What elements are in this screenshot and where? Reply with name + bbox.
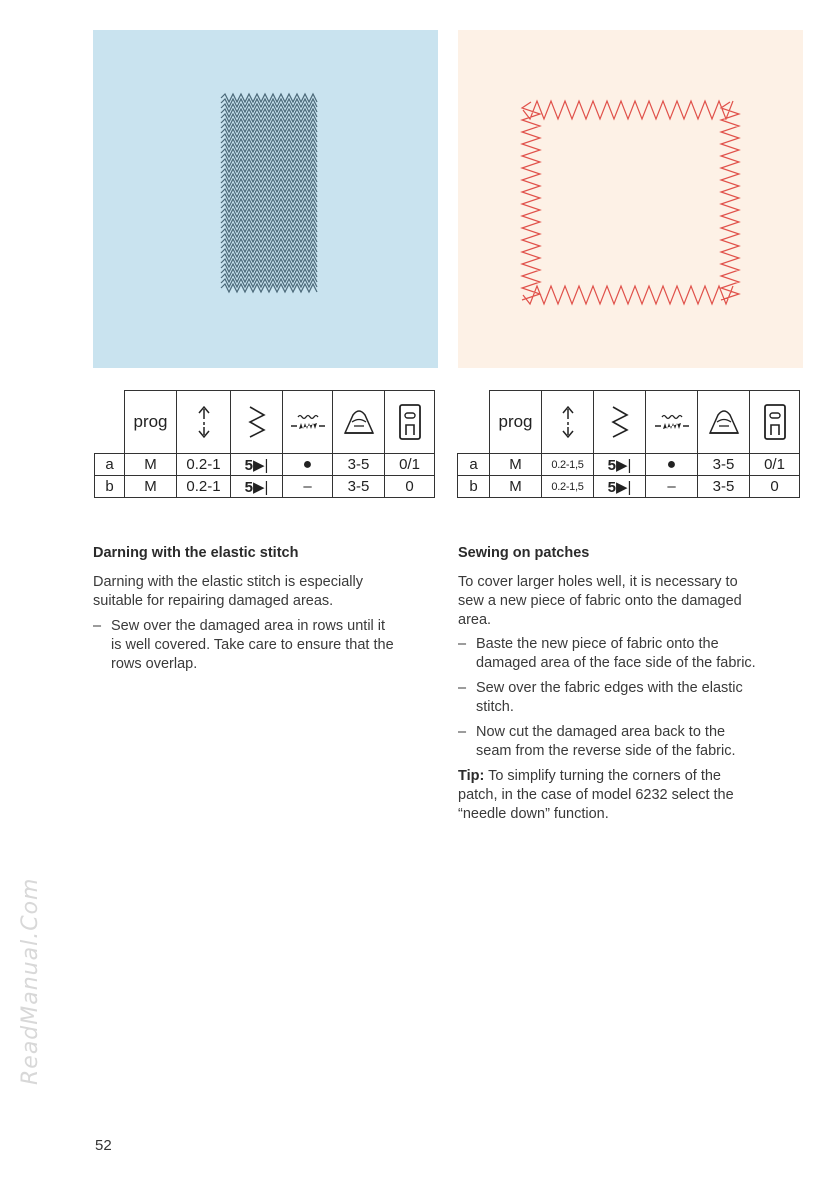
patches-intro-line-2: sew a new piece of fabric onto the damaged [458, 593, 742, 609]
stitch-length-icon [542, 391, 594, 454]
patches-intro-line-3: area. [458, 612, 492, 628]
watermark: ReadManual.Com [18, 877, 43, 1085]
page-number: 52 [95, 1137, 112, 1154]
tip-label: Tip: [458, 768, 485, 784]
table-row: b M 0.2-1,5 5▶︎| – 3-5 0 [458, 476, 800, 498]
list-dash: – [458, 636, 467, 652]
presser-foot-icon [750, 391, 800, 454]
table-row: a M 0.2-1 5▶︎| ● 3-5 0/1 [95, 454, 435, 476]
stitch-settings-table-left [94, 390, 435, 498]
section-heading-patches: Sewing on patches [458, 545, 590, 561]
table-row: b M 0.2-1 5▶︎| – 3-5 0 [95, 476, 435, 498]
stitch-settings-table-right [457, 390, 800, 498]
patch-stitch-photo [458, 30, 803, 368]
list-dash: – [458, 724, 467, 740]
thread-tension-icon [333, 391, 385, 454]
play-pause-icon: ▶︎| [252, 456, 269, 474]
thread-tension-icon [698, 391, 750, 454]
table-row: a M 0.2-1,5 5▶︎| ● 3-5 0/1 [458, 454, 800, 476]
feed-dog-icon [283, 391, 333, 454]
feed-dog-icon [646, 391, 698, 454]
play-pause-icon: ▶︎| [252, 478, 269, 496]
play-pause-icon: ▶︎| [615, 478, 632, 496]
patches-intro-line-1: To cover larger holes well, it is necessary to [458, 574, 738, 590]
darning-intro-line-1: Darning with the elastic stitch is especially [93, 574, 363, 590]
stitch-width-icon [594, 391, 646, 454]
stitch-width-icon [231, 391, 283, 454]
darning-intro-line-2: suitable for repairing damaged areas. [93, 593, 334, 609]
darning-stitch-illustration [93, 30, 438, 368]
darning-stitch-photo [93, 30, 438, 368]
presser-foot-icon [385, 391, 435, 454]
list-dash: – [458, 680, 467, 696]
program-header: prog [490, 391, 542, 454]
patch-stitch-illustration [458, 30, 803, 368]
list-dash: – [93, 618, 102, 634]
section-heading-darning: Darning with the elastic stitch [93, 545, 299, 561]
program-header: prog [125, 391, 177, 454]
stitch-length-icon [177, 391, 231, 454]
play-pause-icon: ▶︎| [615, 456, 632, 474]
